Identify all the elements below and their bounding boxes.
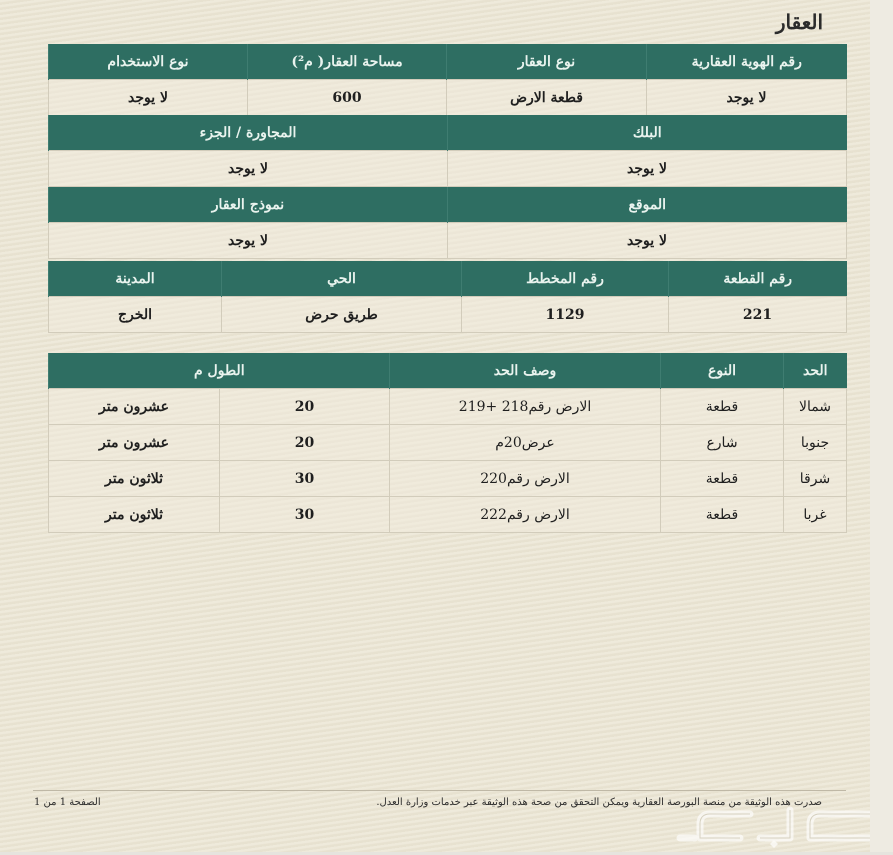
header-city: المدينة — [49, 261, 222, 297]
header-plot-number: رقم القطعة — [669, 261, 847, 297]
cell-length: 20 — [220, 389, 390, 425]
cell-description: الارض رقم222 — [390, 497, 661, 533]
page-edge — [870, 0, 893, 855]
header-block: البلك — [448, 115, 847, 151]
cell-type: شارع — [661, 425, 784, 461]
table-header-row — [49, 115, 847, 151]
table-header-row — [49, 44, 847, 80]
table-header-row — [49, 187, 847, 223]
value-district: طريق حرض — [222, 297, 462, 333]
cell-description: الارض رقم220 — [390, 461, 661, 497]
cell-description: عرض20م — [390, 425, 661, 461]
header-plan-number: رقم المخطط — [462, 261, 669, 297]
footer-divider — [33, 790, 846, 791]
header-property-id: رقم الهوية العقارية — [647, 44, 847, 80]
value-property-model: لا يوجد — [49, 223, 448, 259]
footer-notice: صدرت هذه الوثيقة من منصة البورصة العقارية ويمكن التحقق من صحة هذه الوثيقة عبر خدمات وزارة العدل. — [376, 797, 822, 808]
page-number: الصفحة 1 من 1 — [34, 797, 101, 808]
value-neighborhood-part: لا يوجد — [49, 151, 448, 187]
value-plot-number: 221 — [669, 297, 847, 333]
header-location: الموقع — [448, 187, 847, 223]
table-row — [49, 151, 847, 187]
plot-table — [48, 261, 847, 333]
header-description: وصف الحد — [390, 353, 661, 389]
table-row — [49, 497, 847, 533]
cell-length: 30 — [220, 497, 390, 533]
table-row — [49, 389, 847, 425]
cell-length: 20 — [220, 425, 390, 461]
value-location: لا يوجد — [448, 223, 847, 259]
value-property-type: قطعة الارض — [447, 80, 647, 116]
cell-type: قطعة — [661, 461, 784, 497]
header-length: الطول م — [49, 353, 390, 389]
cell-length: 30 — [220, 461, 390, 497]
value-property-area: 600 — [248, 80, 447, 116]
cell-side: شرقا — [784, 461, 847, 497]
location-table — [48, 187, 847, 259]
cell-type: قطعة — [661, 389, 784, 425]
table-row — [49, 297, 847, 333]
value-property-id: لا يوجد — [647, 80, 847, 116]
cell-length-text: ثلاثون متر — [49, 497, 220, 533]
table-row — [49, 80, 847, 116]
header-property-area: مساحة العقار( م²) — [248, 44, 447, 80]
table-header-row — [49, 353, 847, 389]
section-title: العقار — [775, 10, 823, 34]
cell-side: شمالا — [784, 389, 847, 425]
table-row — [49, 461, 847, 497]
header-property-model: نموذج العقار — [49, 187, 448, 223]
header-district: الحي — [222, 261, 462, 297]
haraj-watermark-icon — [670, 800, 885, 850]
table-row — [49, 425, 847, 461]
cell-description: الارض رقم218 +219 — [390, 389, 661, 425]
cell-length-text: عشرون متر — [49, 389, 220, 425]
block-table — [48, 115, 847, 187]
table-row — [49, 223, 847, 259]
header-property-type: نوع العقار — [447, 44, 647, 80]
header-usage-type: نوع الاستخدام — [49, 44, 248, 80]
header-type: النوع — [661, 353, 784, 389]
property-info-table — [48, 44, 847, 116]
value-plan-number: 1129 — [462, 297, 669, 333]
cell-side: غربا — [784, 497, 847, 533]
cell-side: جنوبا — [784, 425, 847, 461]
value-city: الخرج — [49, 297, 222, 333]
value-block: لا يوجد — [448, 151, 847, 187]
cell-type: قطعة — [661, 497, 784, 533]
table-header-row — [49, 261, 847, 297]
cell-length-text: ثلاثون متر — [49, 461, 220, 497]
value-usage-type: لا يوجد — [49, 80, 248, 116]
boundaries-table — [48, 353, 847, 533]
header-boundary: الحد — [784, 353, 847, 389]
header-neighborhood-part: المجاورة / الجزء — [49, 115, 448, 151]
cell-length-text: عشرون متر — [49, 425, 220, 461]
